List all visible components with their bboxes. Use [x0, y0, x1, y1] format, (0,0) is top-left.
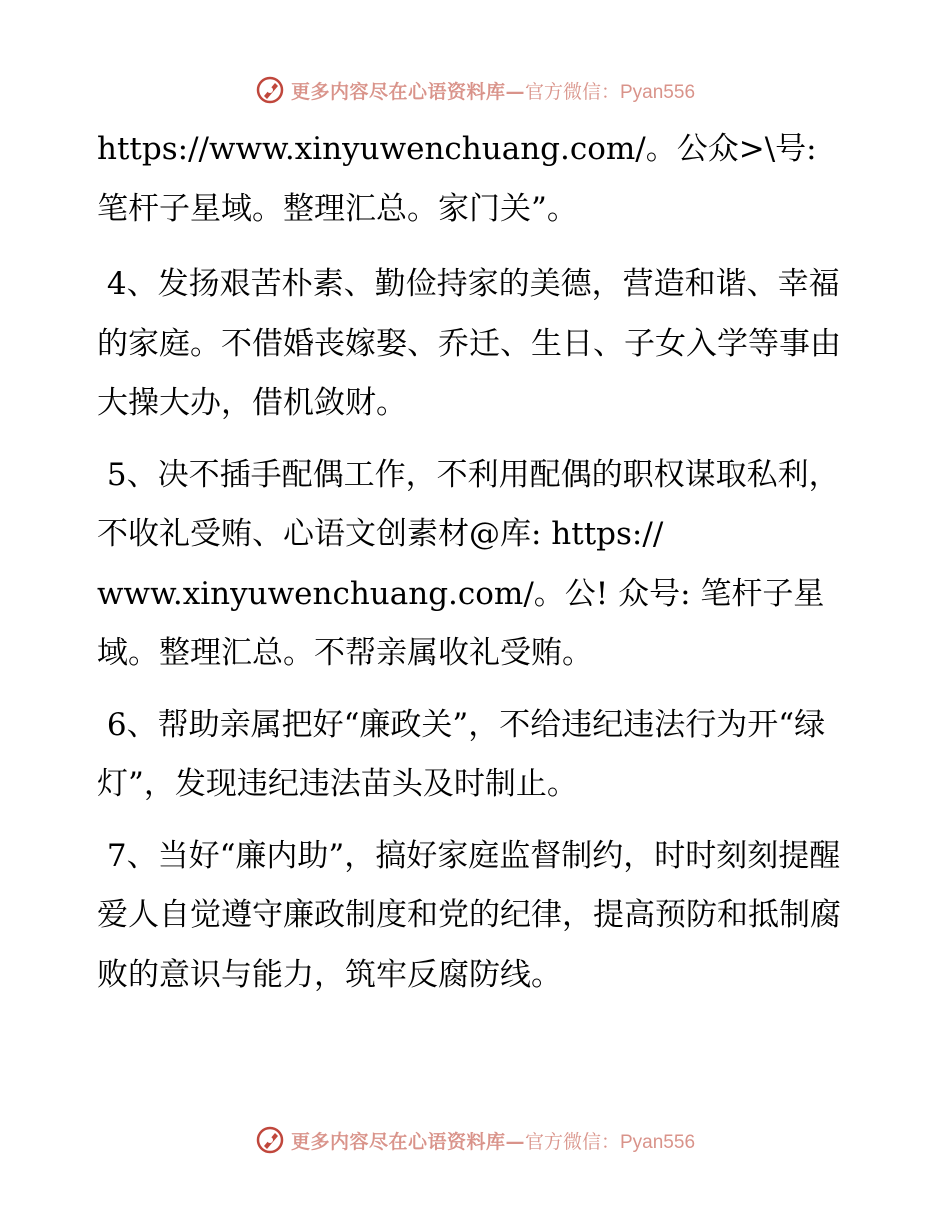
paragraph-3: 5、决不插手配偶工作，不利用配偶的职权谋取私利，不收礼受贿、心语文创素材@库: https:// www.xinyuwenchuang.com/。公! 众号: 笔杆子星域。整理汇总。不帮亲属收礼受贿。: [97, 456, 840, 671]
paragraph-4: 6、帮助亲属把好“廉政关”，不给违纪违法行为开“绿灯”，发现违纪违法苗头及时制止。: [97, 706, 826, 802]
header-banner: [0, 70, 950, 110]
banner-contact: 官方微信：Pyan556: [525, 1131, 696, 1153]
paragraph-5: 7、当好“廉内助”，搞好家庭监督制约，时时刻刻提醒爱人自觉遵守廉政制度和党的纪律，提高预防和抵制腐败的意识与能力，筑牢反腐防线。: [97, 837, 841, 993]
paragraph-2: 4、发扬艰苦朴素、勤俭持家的美德，营造和谐、幸福的家庭。不借婚丧嫁娶、乔迁、生日、子女入学等事由大操大办，借机敛财。: [97, 266, 841, 421]
brand-logo-icon: [255, 1125, 285, 1155]
banner-text: 更多内容尽在心语资料库—: [290, 1130, 525, 1153]
paragraph-1: https://www.xinyuwenchuang.com/。公众>\号: 笔杆子星域。整理汇总。家门关”。: [97, 131, 817, 227]
document-body: [97, 120, 857, 1017]
banner-contact: 官方微信：Pyan556: [525, 81, 696, 103]
footer-banner: [0, 1120, 950, 1160]
banner-text: 更多内容尽在心语资料库—: [290, 80, 525, 103]
brand-logo-icon: [255, 75, 285, 105]
